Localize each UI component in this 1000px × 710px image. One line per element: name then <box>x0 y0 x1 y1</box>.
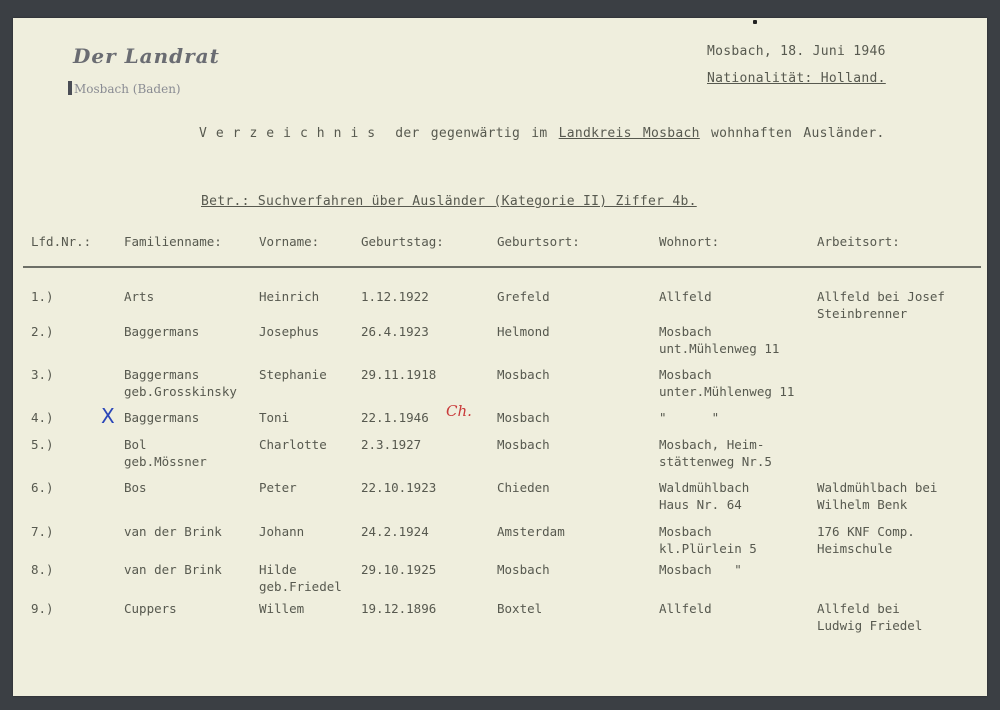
cell-first-name: Charlotte <box>259 437 327 452</box>
cell-birth-date: 29.11.1918 <box>361 367 437 382</box>
cell-first-name: Hilde geb.Friedel <box>259 562 342 594</box>
cell-residence: Mosbach unt.Mühlenweg 11 <box>659 324 780 356</box>
cell-family-name: van der Brink <box>124 562 222 577</box>
cell-birth-place: Mosbach <box>497 562 550 577</box>
cell-family-name: Bol geb.Mössner <box>124 437 207 469</box>
cell-row-number: 1.) <box>31 289 54 304</box>
letterhead-place <box>68 81 181 96</box>
cell-family-name: Bos <box>124 480 147 495</box>
cell-row-number: 3.) <box>31 367 54 382</box>
cell-birth-place: Mosbach <box>497 367 550 382</box>
header-col-geburtstag: Geburtstag: <box>361 234 444 249</box>
cell-residence: Waldmühlbach Haus Nr. 64 <box>659 480 750 512</box>
cell-family-name: Arts <box>124 289 155 304</box>
cell-residence: Mosbach unter.Mühlenweg 11 <box>659 367 795 399</box>
header-col-wohnort: Wohnort: <box>659 234 720 249</box>
cell-residence: Allfeld <box>659 289 712 304</box>
cell-birth-place: Grefeld <box>497 289 550 304</box>
cell-first-name: Peter <box>259 480 297 495</box>
cell-family-name: Baggermans geb.Grosskinsky <box>124 367 237 399</box>
document-title <box>199 126 885 141</box>
subject-line: Betr.: Suchverfahren über Ausländer (Kategorie II) Ziffer 4b. <box>201 194 697 209</box>
cross-mark: X <box>101 404 115 428</box>
cell-birth-place: Boxtel <box>497 601 543 616</box>
cell-birth-date: 26.4.1923 <box>361 324 429 339</box>
cell-residence: " " <box>659 410 720 425</box>
cell-birth-date: 22.1.1946 <box>361 410 429 425</box>
cell-birth-place: Mosbach <box>497 410 550 425</box>
cell-workplace: Waldmühlbach bei Wilhelm Benk <box>817 480 938 512</box>
cell-row-number: 7.) <box>31 524 54 539</box>
header-col-familienname: Familienname: <box>124 234 222 249</box>
header-col-geburtsort: Geburtsort: <box>497 234 580 249</box>
title-spaced: Verzeichnis <box>199 126 385 141</box>
document-date: Mosbach, 18. Juni 1946 <box>707 44 886 59</box>
title-underlined: Landkreis Mosbach <box>558 126 700 141</box>
cell-residence: Allfeld <box>659 601 712 616</box>
cell-birth-place: Amsterdam <box>497 524 565 539</box>
header-col-vorname: Vorname: <box>259 234 320 249</box>
nationality-line: Nationalität: Holland. <box>707 71 886 86</box>
cell-residence: Mosbach " <box>659 562 742 577</box>
cell-residence: Mosbach, Heim- stättenweg Nr.5 <box>659 437 772 469</box>
cell-birth-date: 1.12.1922 <box>361 289 429 304</box>
cell-first-name: Stephanie <box>259 367 327 382</box>
header-col-lfd-nr: Lfd.Nr.: <box>31 234 92 249</box>
cell-row-number: 4.) <box>31 410 54 425</box>
cell-birth-place: Mosbach <box>497 437 550 452</box>
cell-birth-date: 24.2.1924 <box>361 524 429 539</box>
cell-birth-place: Helmond <box>497 324 550 339</box>
cell-birth-place: Chieden <box>497 480 550 495</box>
cell-family-name: Baggermans <box>124 324 200 339</box>
cell-birth-date: 29.10.1925 <box>361 562 437 577</box>
title-middle: der gegenwärtig im <box>395 126 548 141</box>
cell-row-number: 2.) <box>31 324 54 339</box>
cell-row-number: 5.) <box>31 437 54 452</box>
cell-first-name: Johann <box>259 524 305 539</box>
title-end: wohnhaften Ausländer. <box>710 126 885 141</box>
cell-first-name: Willem <box>259 601 305 616</box>
cell-row-number: 9.) <box>31 601 54 616</box>
cell-row-number: 8.) <box>31 562 54 577</box>
cell-birth-date: 2.3.1927 <box>361 437 422 452</box>
cell-workplace: Allfeld bei Ludwig Friedel <box>817 601 923 633</box>
cell-family-name: Baggermans <box>124 410 200 425</box>
cell-residence: Mosbach kl.Plürlein 5 <box>659 524 757 556</box>
cell-birth-date: 19.12.1896 <box>361 601 437 616</box>
cell-first-name: Toni <box>259 410 290 425</box>
cell-row-number: 6.) <box>31 480 54 495</box>
document-sheet <box>13 18 987 696</box>
letterhead-office: Der Landrat <box>73 44 220 68</box>
cell-first-name: Josephus <box>259 324 320 339</box>
header-rule <box>23 266 981 268</box>
cell-family-name: Cuppers <box>124 601 177 616</box>
cell-workplace: 176 KNF Comp. Heimschule <box>817 524 915 556</box>
letterhead-place-text: Mosbach (Baden) <box>74 82 181 96</box>
cell-family-name: van der Brink <box>124 524 222 539</box>
handwritten-note: Ch. <box>446 402 472 420</box>
header-col-arbeitsort: Arbeitsort: <box>817 234 900 249</box>
ink-bar-icon <box>68 81 72 95</box>
cell-birth-date: 22.10.1923 <box>361 480 437 495</box>
cell-first-name: Heinrich <box>259 289 320 304</box>
staple-mark <box>753 20 757 24</box>
cell-workplace: Allfeld bei Josef Steinbrenner <box>817 289 945 321</box>
